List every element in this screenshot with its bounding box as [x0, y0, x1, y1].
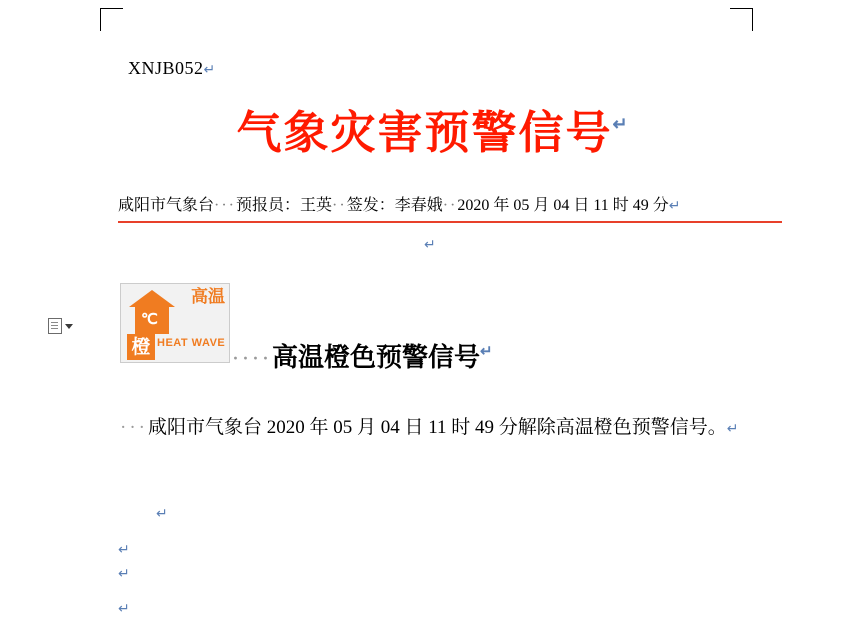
signer-name: 李春娥 [394, 197, 443, 214]
chevron-down-icon [65, 324, 73, 329]
paragraph-mark-icon: ↵ [118, 600, 130, 616]
paragraph-mark-icon: ↵ [726, 420, 739, 436]
paragraph-mark-icon: ↵ [668, 197, 681, 213]
paragraph-mark-icon: ↵ [118, 541, 130, 557]
signal-heading [232, 337, 493, 374]
forecaster-name: 王英 [300, 197, 333, 214]
body-paragraph [120, 406, 760, 450]
high-temperature-label: 高温 [191, 287, 225, 307]
document-id-text: XNJB052 [128, 58, 204, 78]
leader-dots: ···· [232, 347, 272, 372]
metadata-line [118, 192, 782, 223]
paragraph-mark-icon: ↵ [424, 236, 436, 252]
page-sheet-icon [48, 318, 62, 334]
object-anchor-icon[interactable] [48, 318, 73, 334]
crop-mark-top-left [100, 8, 123, 31]
body-paragraph-text: 咸阳市气象台 2020 年 05 月 04 日 11 时 49 分解除高温橙色预警信号。 [147, 417, 727, 438]
leader-dots: ··· [120, 417, 148, 438]
crop-mark-top-right [730, 8, 753, 31]
house-icon [129, 290, 175, 334]
paragraph-mark-icon: ↵ [480, 343, 493, 360]
signer-label: 签发： [346, 197, 395, 214]
page-title-text: 气象灾害预警信号 [236, 106, 613, 159]
leader-dots: ·· [442, 197, 458, 214]
paragraph-mark-icon: ↵ [203, 61, 216, 77]
leader-dots: ·· [332, 197, 347, 214]
level-label: 橙 [127, 334, 155, 360]
english-label: HEAT WAVE [157, 337, 226, 349]
issue-datetime: 2020 年 05 月 04 日 11 时 49 分 [457, 197, 669, 214]
forecaster-label: 预报员： [236, 197, 301, 214]
document-id [128, 58, 216, 79]
page-title [0, 96, 866, 161]
paragraph-mark-icon: ↵ [612, 114, 630, 134]
paragraph-mark-icon: ↵ [156, 505, 168, 521]
roof-shape [129, 290, 175, 307]
degree-symbol: ℃ [141, 311, 158, 328]
paragraph-mark-icon: ↵ [118, 565, 130, 581]
issuer-name: 咸阳市气象台 [118, 197, 215, 214]
heat-wave-orange-sign-image [120, 283, 230, 363]
signal-heading-text: 高温橙色预警信号 [271, 343, 480, 373]
leader-dots: ··· [214, 197, 236, 214]
